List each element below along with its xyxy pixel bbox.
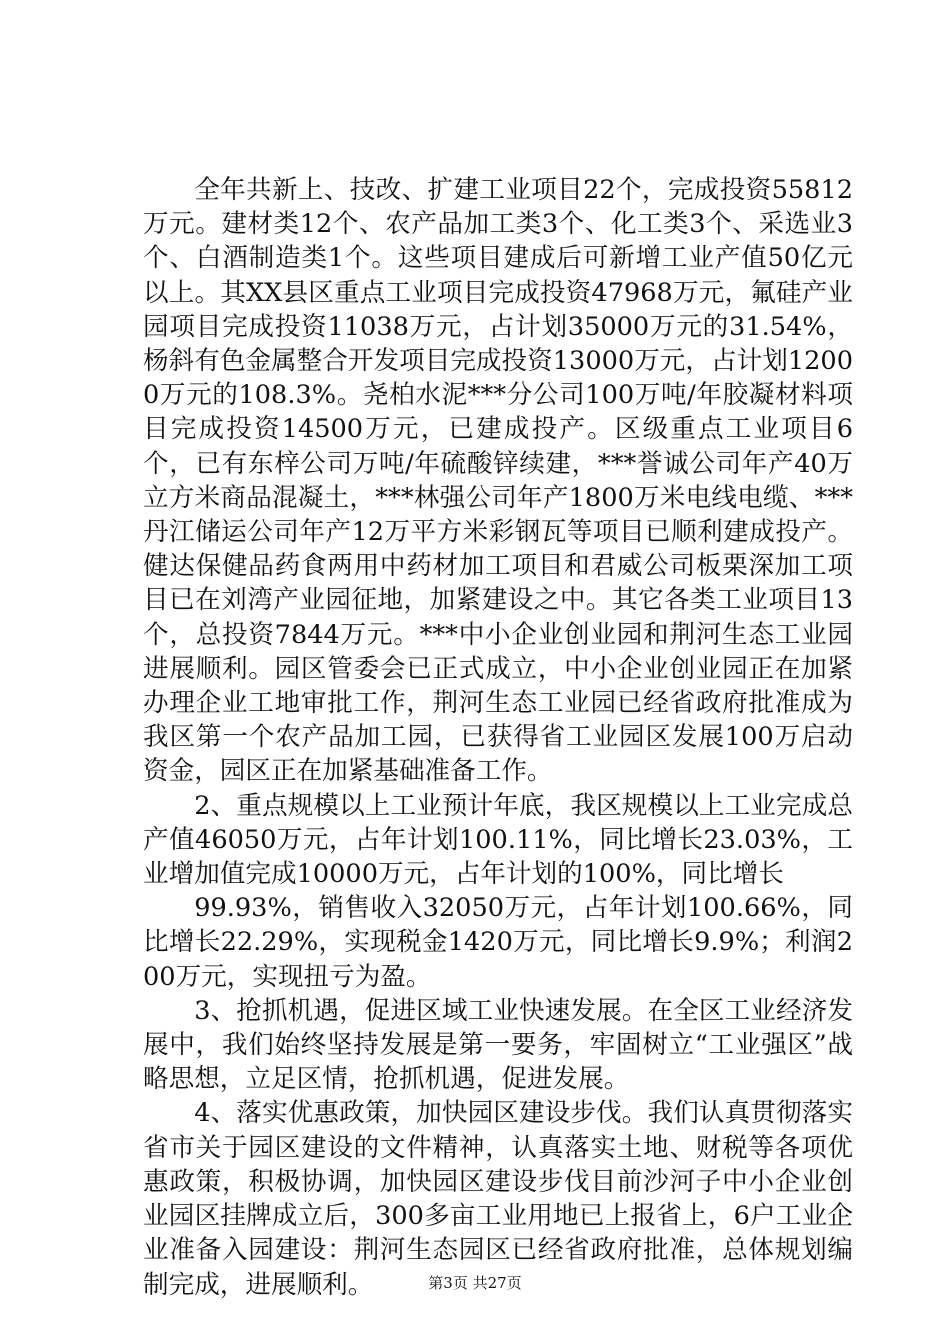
document-body [143,173,853,1302]
paragraph: 全年共新上、技改、扩建工业项目22个，完成投资55812万元。建材类12个、农产品加工类3个、化工类3个、采选业3个、白酒制造类1个。这些项目建成后可新增工业产值50亿元以上。其XX县区重点工业项目完成投资47968万元，氟硅产业园项目完成投资11038万元，占计划35000万元的31.54%，杨斜有色金属整合开发项目完成投资13000万元，占计划12000万元的108.3%。尧柏水泥***分公司100万吨/年胶凝材料项目完成投资14500万元，已建成投产。区级重点工业项目6个，已有东梓公司万吨/年硫酸锌续建，***誉诚公司年产40万立方米商品混凝土，***林强公司年产1800万米电线电缆、***丹江储运公司年产12万平方米彩钢瓦等项目已顺利建成投产。健达保健品药食两用中药材加工项目和君威公司板栗深加工项目已在刘湾产业园征地，加紧建设之中。其它各类工业项目13个，总投资7844万元。***中小企业创业园和荆河生态工业园进展顺利。园区管委会已正式成立，中小企业创业园正在加紧办理企业工地审批工作，荆河生态工业园已经省政府批准成为我区第一个农产品加工园，已获得省工业园区发展100万启动资金，园区正在加紧基础准备工作。 [143,175,853,787]
page-number-footer: 第3页 共27页 [428,1274,522,1292]
paragraph: 3、抢抓机遇，促进区域工业快速发展。在全区工业经济发展中，我们始终坚持发展是第一要务，牢固树立“工业强区”战略思想，立足区情，抢抓机遇，促进发展。 [143,995,853,1095]
paragraph: 99.93%，销售收入32050万元，占年计划100.66%，同比增长22.29%，实现税金1420万元，同比增长9.9%；利润200万元，实现扭亏为盈。 [143,893,853,992]
paragraph: 2、重点规模以上工业预计年底，我区规模以上工业完成总产值46050万元，占年计划100.11%，同比增长23.03%，工业增加值完成10000万元，占年计划的100%，同比增长 [143,790,853,890]
paragraph: 4、落实优惠政策，加快园区建设步伐。我们认真贯彻落实省市关于园区建设的文件精神，认真落实土地、财税等各项优惠政策，积极协调，加快园区建设步伐目前沙河子中小企业创业园区挂牌成立后，300多亩工业用地已上报省上，6户工业企业准备入园建设：荆河生态园区已经省政府批准，总体规划编制完成，进展顺利。 [143,1098,853,1300]
